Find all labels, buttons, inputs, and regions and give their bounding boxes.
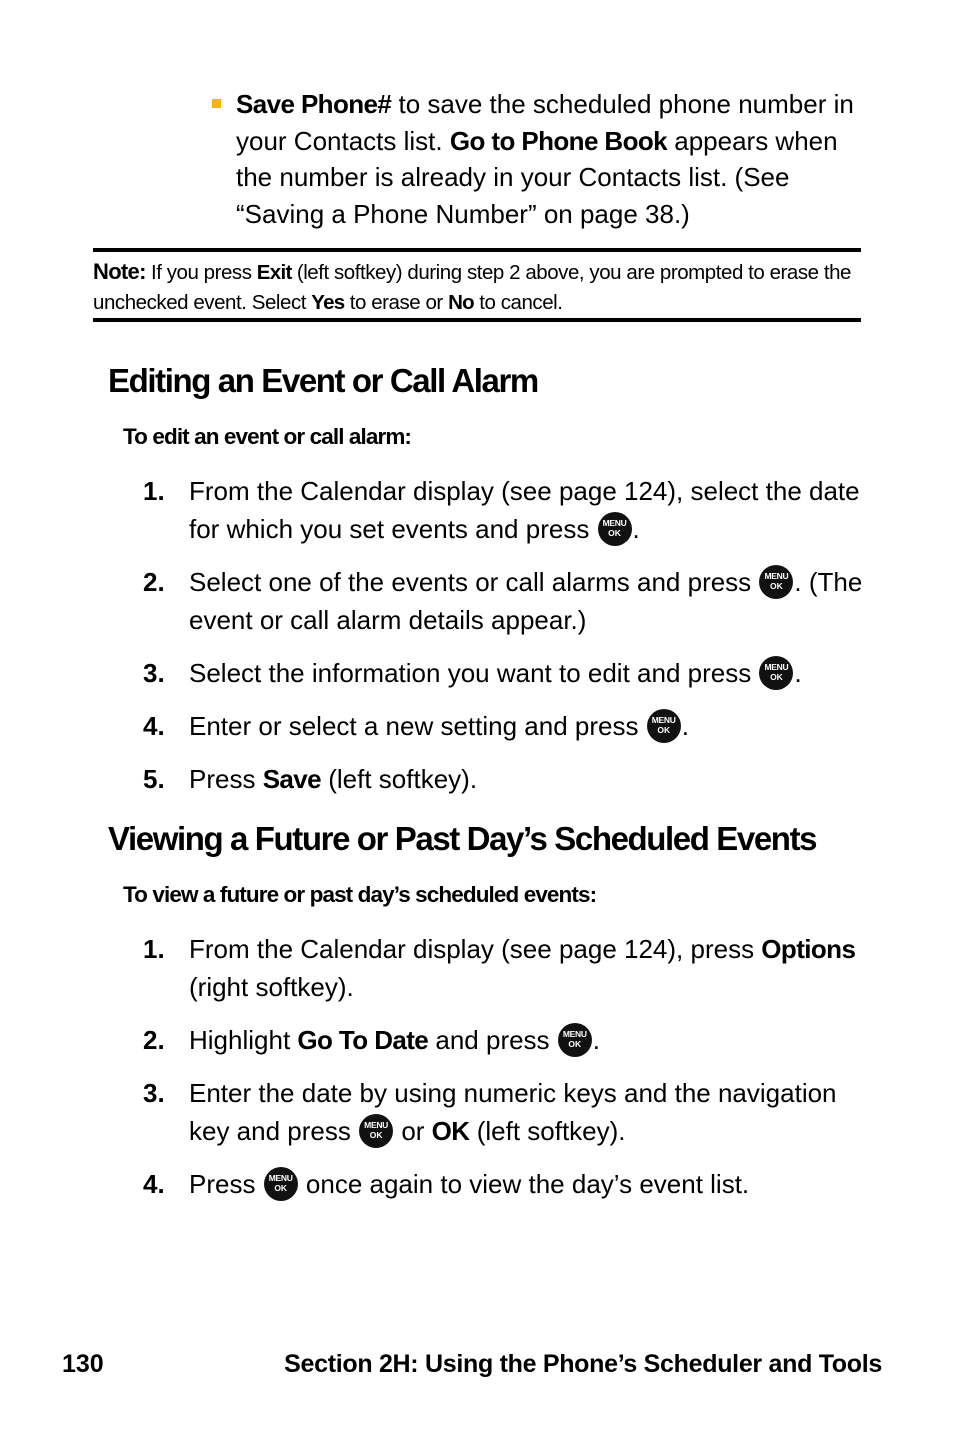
step-number: 3.: [143, 1078, 165, 1108]
softkey-options-label: Options: [761, 934, 856, 964]
note-key-no: No: [448, 291, 474, 314]
step-text-segment: Select the information you want to edit and press: [189, 658, 759, 688]
step-text-segment: From the Calendar display (see page 124), select the date for which you set events and press: [189, 476, 860, 544]
step-text-segment: Press: [189, 1169, 263, 1199]
key-label-ok: OK: [770, 581, 783, 591]
menu-option-go-to-date: Go To Date: [297, 1025, 429, 1055]
step-text: [189, 1166, 869, 1204]
note-key-yes: Yes: [311, 291, 345, 314]
step-text-segment: (left softkey).: [321, 764, 478, 794]
step-text: [189, 708, 869, 746]
step-text-segment: Select one of the events or call alarms and press: [189, 567, 759, 597]
key-label-ok: OK: [657, 725, 671, 735]
note-label: Note:: [93, 259, 146, 284]
key-label-menu: MENU: [764, 571, 789, 581]
step-text-segment: Highlight: [189, 1025, 298, 1055]
key-label-menu: MENU: [651, 715, 676, 725]
note-segment: to erase or: [344, 291, 449, 314]
step-number: 4.: [143, 711, 165, 741]
note-box: [93, 248, 861, 322]
menu-ok-key-icon: [598, 512, 632, 546]
step-number: 2.: [143, 567, 165, 597]
step-number: 2.: [143, 1025, 165, 1055]
page-number: 130: [62, 1350, 104, 1378]
step-number: 3.: [143, 658, 165, 688]
step-text: [189, 655, 869, 693]
key-label-menu: MENU: [562, 1029, 587, 1039]
bullet-term-2: Go to Phone Book: [449, 125, 668, 156]
key-label-ok: OK: [274, 1183, 288, 1193]
step-text-segment: . (The event or call alarm details appear.): [189, 567, 863, 635]
step-text: [189, 473, 869, 548]
step-text-segment: (right softkey).: [189, 971, 354, 1002]
menu-ok-key-icon: [558, 1023, 592, 1057]
softkey-ok-label: OK: [431, 1115, 470, 1146]
section-subheading-viewing: To view a future or past day’s scheduled events:: [123, 882, 597, 907]
menu-ok-key-icon: [759, 565, 793, 599]
bullet-term: Save Phone#: [236, 89, 392, 119]
step-text-segment: or: [394, 1115, 432, 1146]
step-text-segment: .: [632, 513, 640, 544]
menu-ok-key-icon: [264, 1167, 298, 1201]
step-text-segment: .: [592, 1025, 601, 1055]
step-number: 4.: [143, 1169, 165, 1199]
bullet-marker: [212, 99, 221, 108]
step-text: [189, 931, 869, 1006]
step-text-segment: (left softkey).: [469, 1115, 626, 1146]
step-text-segment: and press: [428, 1025, 557, 1055]
step-text: [189, 761, 869, 799]
step-text-segment: Enter the date by using numeric keys and the navigation key and press: [189, 1078, 837, 1146]
bullet-text: to save the scheduled phone number in your Contacts list.: [236, 89, 854, 156]
step-number: 1.: [143, 476, 165, 506]
key-label-ok: OK: [770, 672, 783, 682]
step-text: [189, 1022, 869, 1060]
section-subheading-editing: To edit an event or call alarm:: [123, 424, 412, 449]
menu-ok-key-icon: [759, 656, 793, 690]
step-text-segment: once again to view the day’s event list.: [298, 1169, 750, 1199]
section-footer-title: Section 2H: Using the Phone’s Scheduler and Tools: [284, 1350, 882, 1378]
note-segment: (left softkey) during step 2 above, you are prompted to erase the unchecked event. Select: [93, 261, 852, 314]
step-number: 5.: [143, 764, 165, 794]
step-number: 1.: [143, 934, 165, 964]
key-label-menu: MENU: [268, 1173, 293, 1183]
step-text-segment: From the Calendar display (see page 124), press: [189, 934, 762, 964]
note-segment: to cancel.: [474, 291, 563, 314]
key-label-ok: OK: [568, 1039, 582, 1049]
section-heading-viewing: Viewing a Future or Past Day’s Scheduled Events: [108, 820, 817, 857]
key-label-ok: OK: [369, 1129, 383, 1140]
step-text-segment: .: [681, 711, 689, 741]
note-key-exit: Exit: [256, 261, 292, 284]
softkey-save-label: Save: [262, 764, 322, 794]
save-phone-bullet: [236, 86, 876, 232]
menu-ok-key-icon: [359, 1114, 393, 1148]
menu-ok-key-icon: [647, 709, 681, 743]
step-text-segment: Press: [189, 764, 263, 794]
note-segment: If you press: [145, 261, 257, 284]
key-label-menu: MENU: [764, 662, 789, 672]
key-label-ok: OK: [608, 527, 621, 538]
step-text: [189, 564, 869, 639]
key-label-menu: MENU: [602, 517, 627, 528]
section-heading-editing: Editing an Event or Call Alarm: [108, 362, 538, 399]
step-text: [189, 1075, 869, 1150]
key-label-menu: MENU: [364, 1119, 388, 1130]
bullet-text-2: appears when the number is already in your Contacts list. (See “Saving a Phone Number” on page 38.): [236, 125, 838, 229]
note-text: [93, 257, 861, 318]
step-text-segment: Enter or select a new setting and press: [189, 711, 646, 741]
step-text-segment: .: [794, 658, 802, 688]
